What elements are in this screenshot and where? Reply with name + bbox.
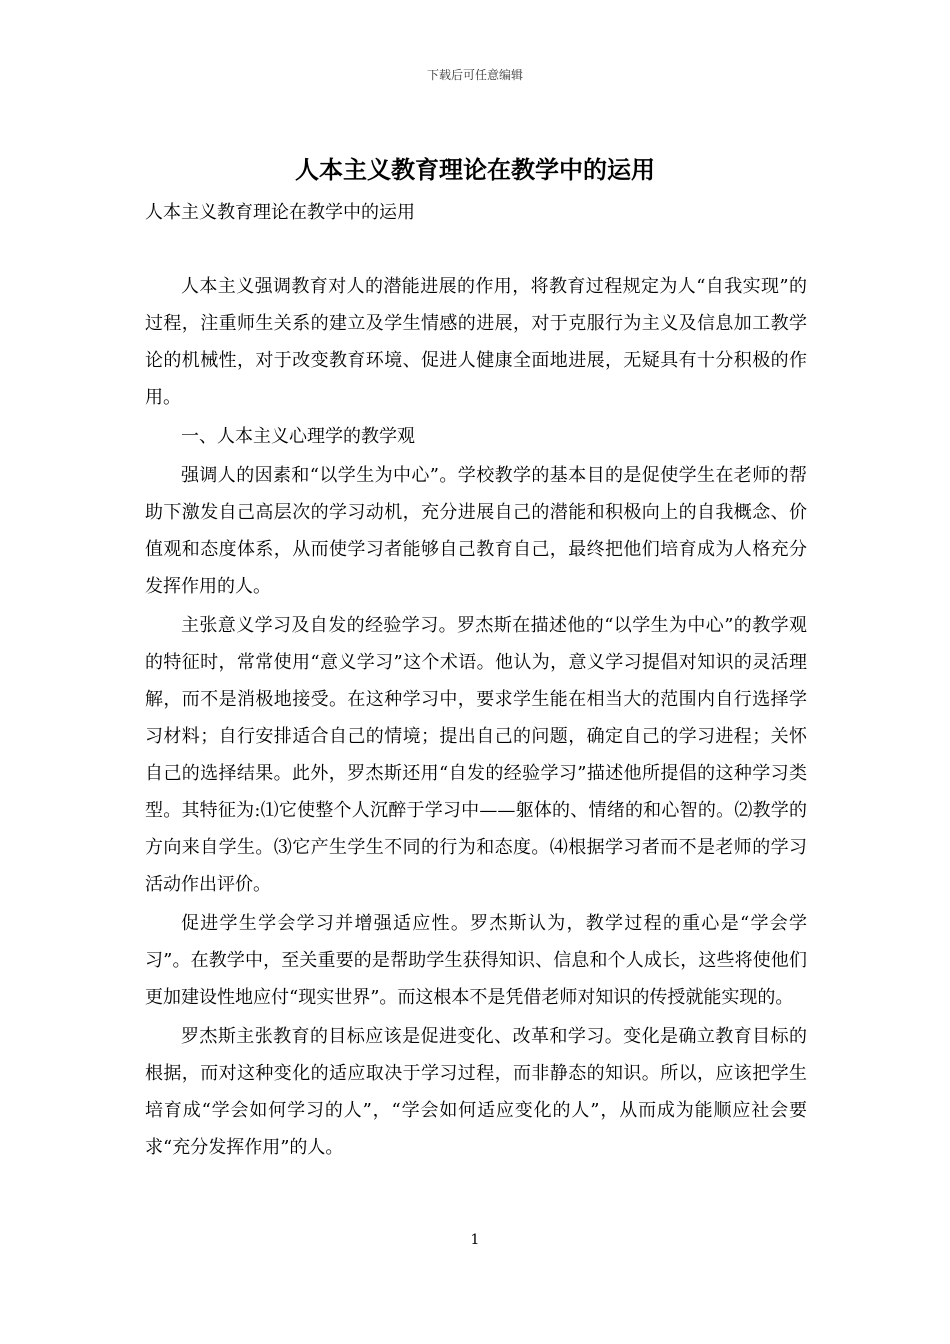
document-subtitle: 人本主义教育理论在教学中的运用 [145,202,415,223]
paragraph-intro: 人本主义强调教育对人的潜能进展的作用，将教育过程规定为人“自我实现”的过程，注重师生关系的建立及学生情感的进展，对于克服行为主义及信息加工教学论的机械性，对于改变教育环境、促进人健康全面地进展，无疑具有十分积极的作用。 [145,276,807,408]
paragraph-education-goals: 罗杰斯主张教育的目标应该是促进变化、改革和学习。变化是确立教育目标的根据，而对这种变化的适应取决于学习过程，而非静态的知识。所以，应该把学生培育成“学会如何学习的人”，“学会如何适应变化的人”，从而成为能顺应社会要求“充分发挥作用”的人。 [145,1026,807,1158]
page-number: 1 [470,1232,480,1248]
paragraph-meaningful-learning: 主张意义学习及自发的经验学习。罗杰斯在描述他的“以学生为中心”的教学观的特征时，常常使用“意义学习”这个术语。他认为，意义学习提倡对知识的灵活理解，而不是消极地接受。在这种学习中，要求学生能在相当大的范围内自行选择学习材料；自行安排适合自己的情境；提出自己的问题，确定自己的学习进程；关怀自己的选择结果。此外，罗杰斯还用“自发的经验学习”描述他所提倡的这种学习类型。其特征为:⑴它使整个人沉醉于学习中——躯体的、情绪的和心智的。⑵教学的方向来自学生。⑶它产生学生不同的行为和态度。⑷根据学习者而不是老师的学习活动作出评价。 [145,615,807,895]
paragraph-learn-to-learn: 促进学生学会学习并增强适应性。罗杰斯认为，教学过程的重心是“学会学习”。在教学中，至关重要的是帮助学生获得知识、信息和个人成长，这些将使他们更加建设性地应付“现实世界”。而这根本不是凭借老师对知识的传授就能实现的。 [145,913,807,1008]
paragraph-student-centered: 强调人的因素和“以学生为中心”。学校教学的基本目的是促使学生在老师的帮助下激发自己高层次的学习动机，充分进展自己的潜能和积极向上的自我概念、价值观和态度体系，从而使学习者能够自己教育自己，最终把他们培育成为人格充分发挥作用的人。 [145,465,807,597]
document-body [145,268,807,1168]
document-title: 人本主义教育理论在教学中的运用 [295,155,655,184]
section-heading: 一、人本主义心理学的教学观 [181,426,415,447]
header-note: 下载后可任意编辑 [426,68,523,82]
